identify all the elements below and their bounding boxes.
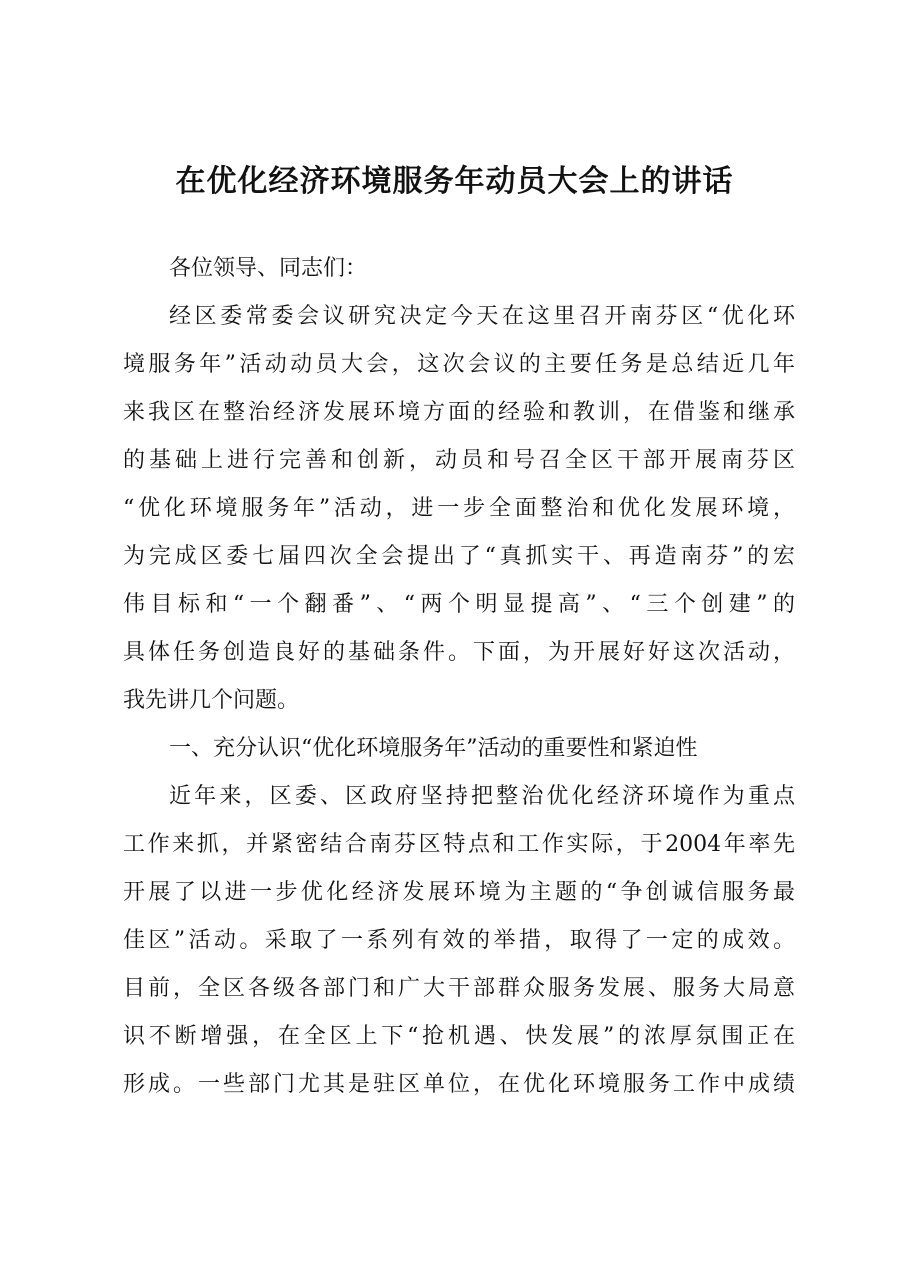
section-heading: 一、充分认识“优化环境服务年”活动的重要性和紧迫性	[169, 736, 698, 761]
paragraph-line: 的基础上进行完善和创新，动员和号召全区干部开展南芬区	[123, 448, 795, 473]
paragraph-line: 近年来，区委、区政府坚持把整治优化经济环境作为重点	[169, 784, 795, 809]
paragraph-line: “优化环境服务年”活动，进一步全面整治和优化发展环境，	[123, 496, 795, 521]
paragraph-line: 境服务年”活动动员大会，这次会议的主要任务是总结近几年	[123, 352, 795, 377]
paragraph-line: 开展了以进一步优化经济发展环境为主题的“争创诚信服务最	[123, 880, 795, 905]
paragraph-line: 伟目标和“一个翻番”、“两个明显提高”、“三个创建”的	[123, 592, 795, 617]
paragraph-line: 我先讲几个问题。	[123, 688, 300, 713]
document-title: 在优化经济环境服务年动员大会上的讲话	[175, 164, 734, 199]
paragraph-line: 形成。一些部门尤其是驻区单位，在优化环境服务工作中成绩	[123, 1072, 795, 1097]
greeting-line: 各位领导、同志们：	[169, 256, 368, 281]
paragraph-line: 目前，全区各级各部门和广大干部群众服务发展、服务大局意	[123, 976, 795, 1001]
paragraph-line: 来我区在整治经济发展环境方面的经验和教训，在借鉴和继承	[123, 400, 795, 425]
paragraph-line: 识不断增强，在全区上下“抢机遇、快发展”的浓厚氛围正在	[123, 1024, 795, 1049]
paragraph-line: 经区委常委会议研究决定今天在这里召开南芬区“优化环	[169, 304, 795, 329]
paragraph-line: 佳区”活动。采取了一系列有效的举措，取得了一定的成效。	[123, 928, 795, 953]
paragraph-line: 具体任务创造良好的基础条件。下面，为开展好好这次活动，	[123, 640, 795, 665]
paragraph-line: 工作来抓，并紧密结合南芬区特点和工作实际，于2004年率先	[123, 832, 795, 857]
paragraph-line: 为完成区委七届四次全会提出了“真抓实干、再造南芬”的宏	[123, 544, 795, 569]
